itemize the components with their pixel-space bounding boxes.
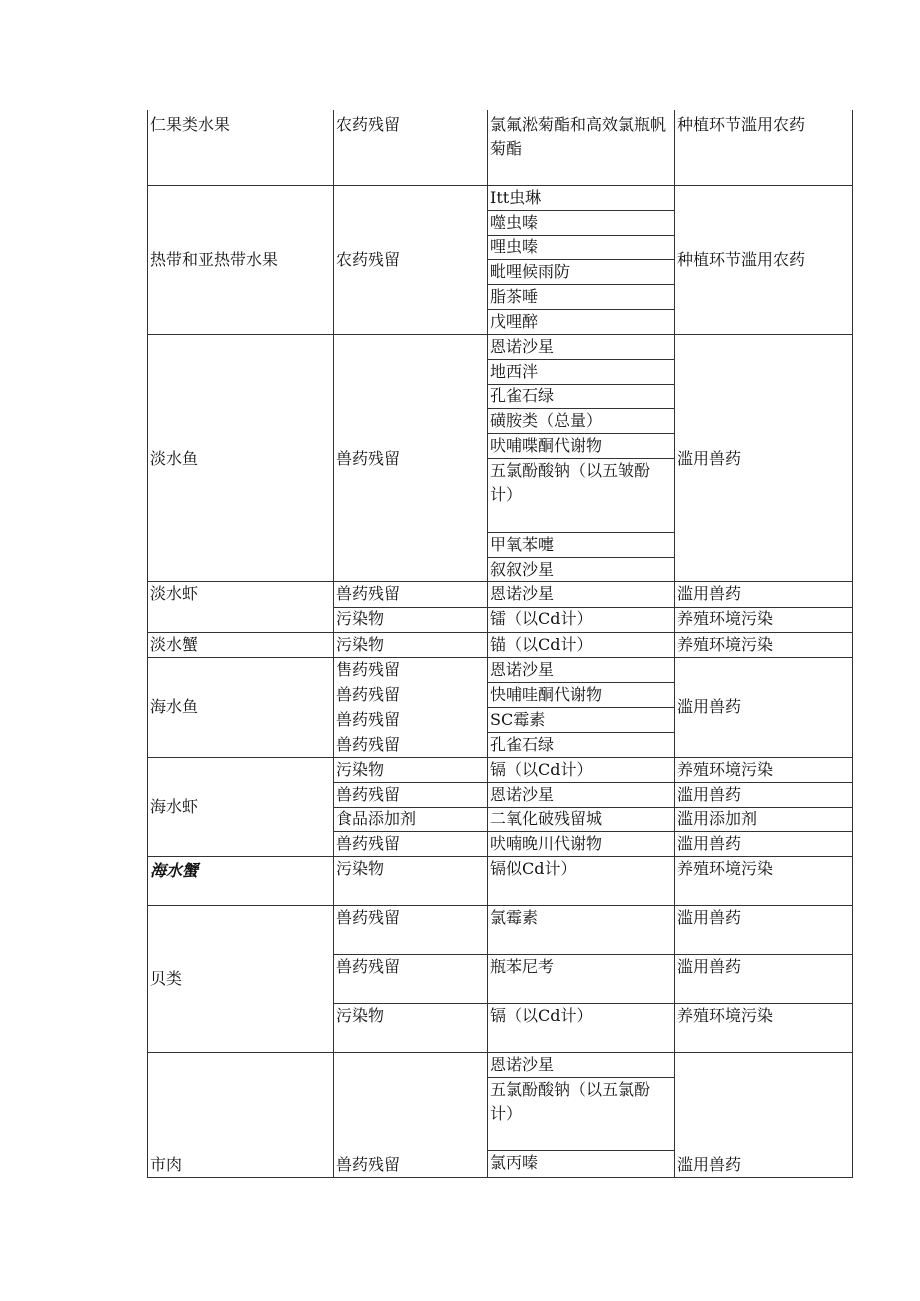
cause-cell: 养殖环境污染 — [677, 859, 774, 878]
cause-cell: 滥用兽药 — [677, 834, 742, 853]
substance-cell: SC霉素 — [490, 710, 546, 729]
hazard-type-cell: 污染物 — [336, 635, 385, 654]
substance-cell: 镉（以Cd计） — [490, 760, 593, 779]
substance-cell: 脂茶唾 — [490, 287, 539, 306]
substance-cell: 五氯酚酸钠（以五皱酚计） — [490, 461, 651, 504]
hazard-type-cell: 农药残留 — [336, 115, 401, 134]
substance-cell: 氯氟淞菊酯和高效氯瓶帆菊酯 — [490, 115, 667, 158]
substance-cell: 快哺哇酮代谢物 — [490, 685, 603, 704]
food-cell: 贝类 — [150, 969, 183, 988]
food-cell: 淡水鱼 — [150, 449, 199, 468]
hazard-type-cell: 兽药残留 — [336, 908, 401, 927]
substance-cell: 戊哩醉 — [490, 312, 539, 331]
sub-separator — [333, 1003, 853, 1004]
substance-cell: 氯丙嗪 — [490, 1153, 539, 1172]
cause-cell: 养殖环境污染 — [677, 1006, 774, 1025]
substance-cell: 氯霉素 — [490, 908, 539, 927]
food-cell: 热带和亚热带水果 — [150, 250, 279, 269]
substance-cell: 地西泮 — [490, 362, 539, 381]
sub-separator — [333, 607, 853, 608]
cause-cell: 滥用兽药 — [677, 908, 742, 927]
hazard-type-cell: 兽药残留 — [336, 834, 401, 853]
substance-cell: 恩诺沙星 — [490, 584, 555, 603]
table-border-right — [852, 110, 853, 1178]
hazard-type-cell: 污染物 — [336, 859, 385, 878]
substance-cell: 孔雀石绿 — [490, 386, 555, 405]
cause-cell: 滥用兽药 — [677, 449, 742, 468]
hazard-type-cell: 兽药残留 — [336, 584, 401, 603]
substance-cell: 恩诺沙星 — [490, 660, 555, 679]
food-cell: 海水鱼 — [150, 697, 199, 716]
substance-cell: 甲氧苯嚏 — [490, 535, 555, 554]
hazard-type-cell: 兽药残留 — [336, 685, 401, 704]
food-cell: 仁果类水果 — [150, 115, 231, 134]
substance-cell: 吠喃晚川代谢物 — [490, 834, 603, 853]
substance-cell: 恩诺沙星 — [490, 785, 555, 804]
substance-cell: 五氯酚酸钠（以五氯酚计） — [490, 1080, 651, 1123]
food-cell: 市肉 — [150, 1155, 183, 1174]
hazard-type-cell: 农药残留 — [336, 250, 401, 269]
hazard-type-cell: 兽药残留 — [336, 1155, 401, 1174]
substance-cell: 噬虫嗪 — [490, 213, 539, 232]
cause-cell: 滥用兽药 — [677, 785, 742, 804]
food-cell: 淡水虾 — [150, 584, 199, 603]
substance-cell: 吠哺喋酮代谢物 — [490, 436, 603, 455]
sub-separator — [333, 782, 853, 783]
hazard-type-cell: 兽药残留 — [336, 785, 401, 804]
cause-cell: 滥用兽药 — [677, 1155, 742, 1174]
sub-separator — [333, 954, 853, 955]
substance-cell: 哩虫嗪 — [490, 237, 539, 256]
hazard-type-cell: 污染物 — [336, 1006, 385, 1025]
cause-cell: 滥用添加剂 — [677, 809, 758, 828]
food-cell: 海水虾 — [150, 797, 199, 816]
substance-cell: 瓶苯尼考 — [490, 957, 555, 976]
cause-cell: 养殖环境污染 — [677, 609, 774, 628]
substance-cell: 镭（以Cd计） — [490, 609, 593, 628]
substance-cell: 恩诺沙星 — [490, 337, 555, 356]
hazard-type-cell: 售药残留 — [336, 660, 401, 679]
food-cell: 海水蟹 — [150, 861, 199, 880]
col-divider-2 — [487, 110, 488, 1178]
hazard-type-cell: 污染物 — [336, 609, 385, 628]
food-cell: 淡水蟹 — [150, 635, 199, 654]
col-divider-3 — [674, 110, 675, 1178]
substance-cell: 恩诺沙星 — [490, 1055, 555, 1074]
cause-cell: 滥用兽药 — [677, 697, 742, 716]
hazard-type-cell: 兽药残留 — [336, 710, 401, 729]
substance-cell: 毗哩候雨防 — [490, 262, 571, 281]
substance-cell: 孔雀石绿 — [490, 735, 555, 754]
table-border-bottom — [147, 1177, 853, 1178]
hazard-type-cell: 兽药残留 — [336, 449, 401, 468]
substance-cell: 锚（以Cd计） — [490, 635, 593, 654]
hazard-type-cell: 兽药残留 — [336, 957, 401, 976]
cause-cell: 养殖环境污染 — [677, 760, 774, 779]
col-divider-1 — [333, 110, 334, 1178]
hazard-type-cell: 兽药残留 — [336, 735, 401, 754]
substance-cell: 磺胺类（总量） — [490, 411, 603, 430]
cause-cell: 养殖环境污染 — [677, 635, 774, 654]
substance-cell: 二氧化破残留城 — [490, 809, 603, 828]
substance-cell: Itt虫琳 — [490, 188, 542, 207]
cause-cell: 种植环节滥用农药 — [677, 250, 806, 269]
substance-cell: 镉似Cd计） — [490, 859, 577, 878]
substance-cell: 叙叙沙星 — [490, 560, 555, 579]
cause-cell: 滥用兽药 — [677, 584, 742, 603]
table-border-left — [147, 110, 148, 1178]
hazard-type-cell: 食品添加剂 — [336, 809, 417, 828]
cause-cell: 滥用兽药 — [677, 957, 742, 976]
hazard-type-cell: 污染物 — [336, 760, 385, 779]
cause-cell: 种植环节滥用农药 — [677, 115, 806, 134]
substance-cell: 镉（以Cd计） — [490, 1006, 593, 1025]
